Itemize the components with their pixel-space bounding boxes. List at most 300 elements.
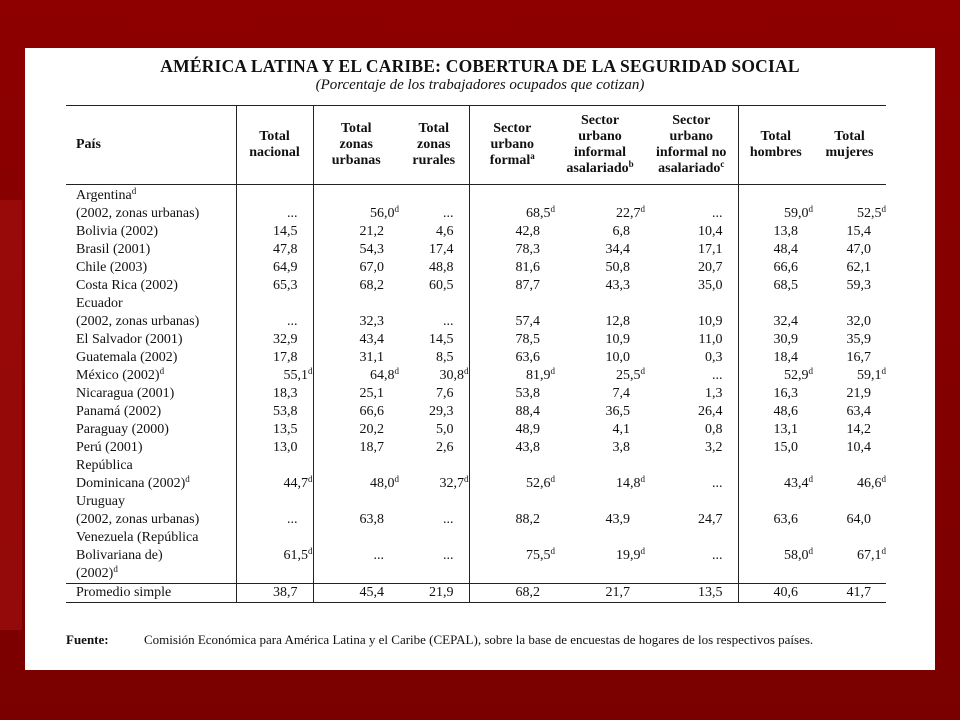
column-header-line	[739, 129, 814, 145]
value-cell	[738, 349, 813, 367]
value-cell	[469, 457, 555, 493]
column-header-line	[470, 153, 556, 169]
average-value	[555, 584, 645, 603]
country-cell	[66, 457, 236, 493]
value	[284, 547, 313, 565]
value-text: ...	[443, 206, 454, 221]
footnote-marker: d	[640, 546, 645, 556]
country-text: Bolivia (2002)	[76, 224, 159, 239]
value-cell	[469, 421, 555, 439]
value-text: 4,6	[436, 224, 454, 239]
value-cell	[399, 277, 469, 295]
value	[774, 403, 799, 421]
value	[360, 277, 385, 295]
value-text: 64,9	[273, 260, 298, 275]
value-cell	[469, 223, 555, 241]
value	[705, 421, 723, 439]
table-row	[66, 403, 886, 421]
column-header-line	[399, 153, 469, 169]
column-header	[555, 106, 645, 185]
value	[360, 241, 385, 259]
value-text: 18,3	[273, 386, 298, 401]
country-text: Chile (2003)	[76, 260, 148, 275]
footnote-marker: d	[394, 474, 399, 484]
column-header-line	[470, 137, 556, 153]
value-text: 6,8	[612, 224, 630, 239]
value-cell	[645, 187, 738, 223]
value-cell	[738, 439, 813, 457]
value-text: 53,8	[273, 404, 298, 419]
value	[360, 223, 385, 241]
column-header-line	[645, 113, 738, 129]
value	[287, 511, 298, 529]
footnote-marker: d	[808, 474, 813, 484]
value-text: 68,5	[526, 206, 551, 221]
column-header	[66, 106, 236, 185]
value-text: 43,9	[605, 512, 630, 527]
value	[443, 511, 454, 529]
social-security-table	[66, 105, 886, 603]
value	[429, 331, 454, 349]
value	[616, 475, 645, 493]
column-header-text: Total	[760, 129, 792, 144]
value-text: 22,7	[616, 206, 641, 221]
value	[443, 547, 454, 565]
country-line	[76, 403, 236, 421]
value-text: ...	[287, 512, 298, 527]
value-cell	[738, 385, 813, 403]
value	[516, 331, 541, 349]
value-cell	[555, 277, 645, 295]
value-cell	[645, 349, 738, 367]
country-line	[76, 331, 236, 349]
value-text: 35,0	[698, 278, 723, 293]
value-text: ...	[287, 314, 298, 329]
value-cell	[738, 421, 813, 439]
country-text: Brasil (2001)	[76, 242, 151, 257]
value-text: 59,3	[846, 278, 871, 293]
value-cell	[236, 331, 313, 349]
table-row	[66, 331, 886, 349]
value-text: 17,1	[698, 242, 723, 257]
value-text: 52,6	[526, 476, 551, 491]
value-cell	[399, 493, 469, 529]
value-text: 32,0	[846, 314, 871, 329]
column-header-line	[314, 137, 400, 153]
value-cell	[645, 223, 738, 241]
value-text: 24,7	[698, 512, 723, 527]
value-cell	[469, 331, 555, 349]
value-text: 26,4	[698, 404, 723, 419]
value	[287, 205, 298, 223]
table-row	[66, 367, 886, 385]
country-text: Uruguay	[76, 494, 125, 509]
country-line	[76, 493, 236, 511]
value	[847, 241, 872, 259]
value	[784, 547, 813, 565]
column-header-line	[399, 137, 469, 153]
country-line	[76, 205, 236, 223]
value	[774, 511, 799, 529]
value-cell	[813, 241, 886, 259]
country-cell	[66, 331, 236, 349]
country-cell	[66, 421, 236, 439]
column-header-text: mujeres	[825, 145, 874, 160]
value-text: 7,4	[612, 386, 630, 401]
value-cell	[813, 529, 886, 584]
value-text: 20,2	[359, 422, 384, 437]
value-cell	[813, 367, 886, 385]
value-text: 63,6	[515, 350, 540, 365]
value-cell	[313, 223, 399, 241]
table-row	[66, 241, 886, 259]
value-text: 52,5	[857, 206, 882, 221]
value-text: 0,3	[705, 350, 723, 365]
value	[443, 313, 454, 331]
value-text: 63,4	[846, 404, 871, 419]
country-cell	[66, 259, 236, 277]
column-header-line	[555, 113, 645, 129]
average-value-text: 41,7	[846, 585, 871, 600]
column-header	[399, 106, 469, 185]
value	[273, 331, 298, 349]
value-cell	[645, 277, 738, 295]
value-cell	[555, 241, 645, 259]
value-cell	[469, 493, 555, 529]
value	[774, 385, 799, 403]
value-cell	[738, 493, 813, 529]
value-cell	[399, 529, 469, 584]
country-line	[76, 241, 236, 259]
footnote-marker: d	[550, 546, 555, 556]
value	[436, 385, 454, 403]
country-line	[76, 475, 236, 493]
value-text: 66,6	[359, 404, 384, 419]
value-cell	[555, 187, 645, 223]
value-text: 48,8	[429, 260, 454, 275]
value-text: 59,1	[857, 368, 882, 383]
footnote-marker: d	[808, 366, 813, 376]
value-text: 34,4	[605, 242, 630, 257]
value-cell	[399, 349, 469, 367]
column-header-text: asalariado	[658, 161, 721, 176]
average-label-text: Promedio simple	[76, 585, 172, 600]
footnote-marker: d	[394, 204, 399, 214]
value-cell	[313, 331, 399, 349]
average-row	[66, 584, 886, 603]
value-text: 1,3	[705, 386, 723, 401]
value-text: 63,6	[773, 512, 798, 527]
value	[698, 403, 723, 421]
value	[857, 475, 886, 493]
value	[360, 421, 385, 439]
value-text: 14,2	[846, 422, 871, 437]
value-cell	[813, 439, 886, 457]
value-text: 43,3	[605, 278, 630, 293]
value-cell	[313, 439, 399, 457]
column-header-line	[555, 161, 645, 177]
value-text: 13,0	[273, 440, 298, 455]
value-cell	[469, 403, 555, 421]
value	[360, 313, 385, 331]
country-line	[76, 277, 236, 295]
value-cell	[469, 349, 555, 367]
value-cell	[645, 457, 738, 493]
value	[847, 259, 872, 277]
column-header-line	[645, 129, 738, 145]
country-text: Paraguay (2000)	[76, 422, 169, 437]
country-cell	[66, 349, 236, 367]
column-header-text: Sector	[493, 121, 532, 136]
value-text: 53,8	[515, 386, 540, 401]
value	[516, 223, 541, 241]
value	[526, 547, 555, 565]
value-text: ...	[287, 206, 298, 221]
value-cell	[555, 439, 645, 457]
country-text: Dominicana (2002)	[76, 476, 186, 491]
value-text: 17,4	[429, 242, 454, 257]
value	[429, 277, 454, 295]
value	[774, 421, 799, 439]
value-text: 29,3	[429, 404, 454, 419]
value-cell	[813, 457, 886, 493]
slide-side-accent	[0, 200, 22, 630]
value	[436, 421, 454, 439]
value	[360, 385, 385, 403]
value	[606, 403, 631, 421]
value-text: ...	[712, 368, 723, 383]
footnote-marker: d	[550, 366, 555, 376]
value-text: 57,4	[515, 314, 540, 329]
value-cell	[555, 349, 645, 367]
column-header-line	[237, 129, 313, 145]
value-cell	[236, 223, 313, 241]
value	[360, 259, 385, 277]
value-text: 30,9	[773, 332, 798, 347]
value-text: 65,3	[273, 278, 298, 293]
value-text: 56,0	[370, 206, 395, 221]
column-header-line	[470, 121, 556, 137]
value-text: 88,4	[515, 404, 540, 419]
footnote-marker: d	[550, 474, 555, 484]
value	[606, 331, 631, 349]
value	[847, 385, 872, 403]
value-cell	[469, 187, 555, 223]
value	[774, 223, 799, 241]
value	[847, 403, 872, 421]
value	[857, 205, 886, 223]
table-row	[66, 493, 886, 529]
value-cell	[738, 277, 813, 295]
country-line	[76, 367, 236, 385]
footnote-marker: d	[640, 474, 645, 484]
value-cell	[313, 295, 399, 331]
value-cell	[313, 403, 399, 421]
value-cell	[645, 259, 738, 277]
value	[857, 547, 886, 565]
column-header-text: Total	[834, 129, 865, 144]
footnote-marker: d	[308, 546, 313, 556]
value	[273, 385, 298, 403]
value-text: 5,0	[436, 422, 454, 437]
value	[847, 439, 872, 457]
value-text: 64,8	[370, 368, 395, 383]
column-header-text: informal	[573, 145, 627, 160]
value-cell	[555, 385, 645, 403]
country-text: Nicaragua (2001)	[76, 386, 175, 401]
value-cell	[555, 493, 645, 529]
value	[273, 241, 298, 259]
average-value-text: 40,6	[773, 585, 798, 600]
column-header-line	[314, 121, 400, 137]
value	[698, 511, 723, 529]
value-text: ...	[373, 548, 384, 563]
value-text: 32,7	[439, 476, 464, 491]
footnote-marker: d	[308, 366, 313, 376]
value	[847, 421, 872, 439]
value-text: 3,8	[612, 440, 630, 455]
column-header-text: Total	[259, 129, 290, 144]
value-cell	[236, 259, 313, 277]
footnote-marker: d	[640, 204, 645, 214]
footnote-marker: d	[808, 546, 813, 556]
value	[606, 511, 631, 529]
value	[440, 367, 469, 385]
value-text: 4,1	[612, 422, 630, 437]
value-text: 15,0	[773, 440, 798, 455]
column-header	[236, 106, 313, 185]
value	[698, 259, 723, 277]
column-header-line	[314, 153, 400, 169]
average-value	[813, 584, 886, 603]
average-value-text: 13,5	[698, 585, 723, 600]
country-line	[76, 313, 236, 331]
value-cell	[399, 187, 469, 223]
value-cell	[399, 259, 469, 277]
value-text: 48,9	[515, 422, 540, 437]
footnote-marker: d	[308, 474, 313, 484]
value-text: 14,5	[273, 224, 298, 239]
footnote-marker: d	[113, 564, 118, 574]
value-text: 14,8	[616, 476, 641, 491]
value-cell	[738, 403, 813, 421]
value-text: 25,5	[616, 368, 641, 383]
value-cell	[236, 349, 313, 367]
country-text: (2002, zonas urbanas)	[76, 314, 200, 329]
country-line	[76, 547, 236, 565]
country-line	[76, 511, 236, 529]
country-line	[76, 223, 236, 241]
value	[712, 475, 723, 493]
value-cell	[645, 295, 738, 331]
value	[360, 349, 385, 367]
column-header-line	[76, 137, 236, 153]
value-cell	[555, 403, 645, 421]
value-cell	[469, 367, 555, 385]
footnote-marker: d	[808, 204, 813, 214]
value	[774, 277, 799, 295]
column-header-line	[739, 145, 814, 161]
country-text: México (2002)	[76, 368, 160, 383]
average-label	[66, 584, 236, 603]
value	[370, 475, 399, 493]
table-row	[66, 439, 886, 457]
value-cell	[469, 295, 555, 331]
value-cell	[813, 349, 886, 367]
column-header-text: Sector	[672, 113, 711, 128]
value-text: 3,2	[705, 440, 723, 455]
column-header	[738, 106, 813, 185]
footnote-marker: d	[185, 474, 190, 484]
country-cell	[66, 223, 236, 241]
column-header-line	[813, 145, 886, 161]
value-text: 30,8	[439, 368, 464, 383]
value	[526, 205, 555, 223]
value-text: 32,9	[273, 332, 298, 347]
country-line	[76, 565, 236, 583]
value	[360, 403, 385, 421]
country-cell	[66, 529, 236, 584]
value	[616, 367, 645, 385]
footnote-marker: d	[881, 474, 886, 484]
value	[606, 241, 631, 259]
value-cell	[313, 529, 399, 584]
column-header-text: zonas	[417, 137, 451, 152]
value-text: 66,6	[773, 260, 798, 275]
value-text: 61,5	[283, 548, 308, 563]
value	[847, 313, 872, 331]
table-row	[66, 223, 886, 241]
table-row	[66, 187, 886, 223]
country-cell	[66, 241, 236, 259]
value-cell	[236, 529, 313, 584]
value	[705, 439, 723, 457]
value-text: 52,9	[784, 368, 809, 383]
value-cell	[813, 223, 886, 241]
value-text: 67,1	[857, 548, 882, 563]
column-header-text: urbanas	[331, 153, 381, 168]
value-text: 0,8	[705, 422, 723, 437]
value-text: 21,2	[359, 224, 384, 239]
value-text: 43,4	[784, 476, 809, 491]
table-row	[66, 259, 886, 277]
value-text: 10,4	[846, 440, 871, 455]
value-cell	[555, 295, 645, 331]
value	[440, 475, 469, 493]
value-cell	[738, 295, 813, 331]
value-cell	[813, 259, 886, 277]
table-row	[66, 349, 886, 367]
value	[429, 403, 454, 421]
column-header-text: Total	[418, 121, 450, 136]
value-cell	[555, 259, 645, 277]
value-cell	[313, 259, 399, 277]
average-value-text: 68,2	[515, 585, 540, 600]
value-cell	[399, 457, 469, 493]
value-cell	[469, 439, 555, 457]
country-text: Venezuela (República	[76, 530, 199, 545]
footnote-marker: a	[530, 151, 535, 161]
value-cell	[645, 331, 738, 349]
table-row	[66, 529, 886, 584]
footnote-marker: b	[628, 159, 634, 169]
value-cell	[469, 259, 555, 277]
average-value-text: 21,7	[605, 585, 630, 600]
value-cell	[399, 295, 469, 331]
value-text: 81,9	[526, 368, 551, 383]
value	[784, 367, 813, 385]
column-header-line	[555, 129, 645, 145]
